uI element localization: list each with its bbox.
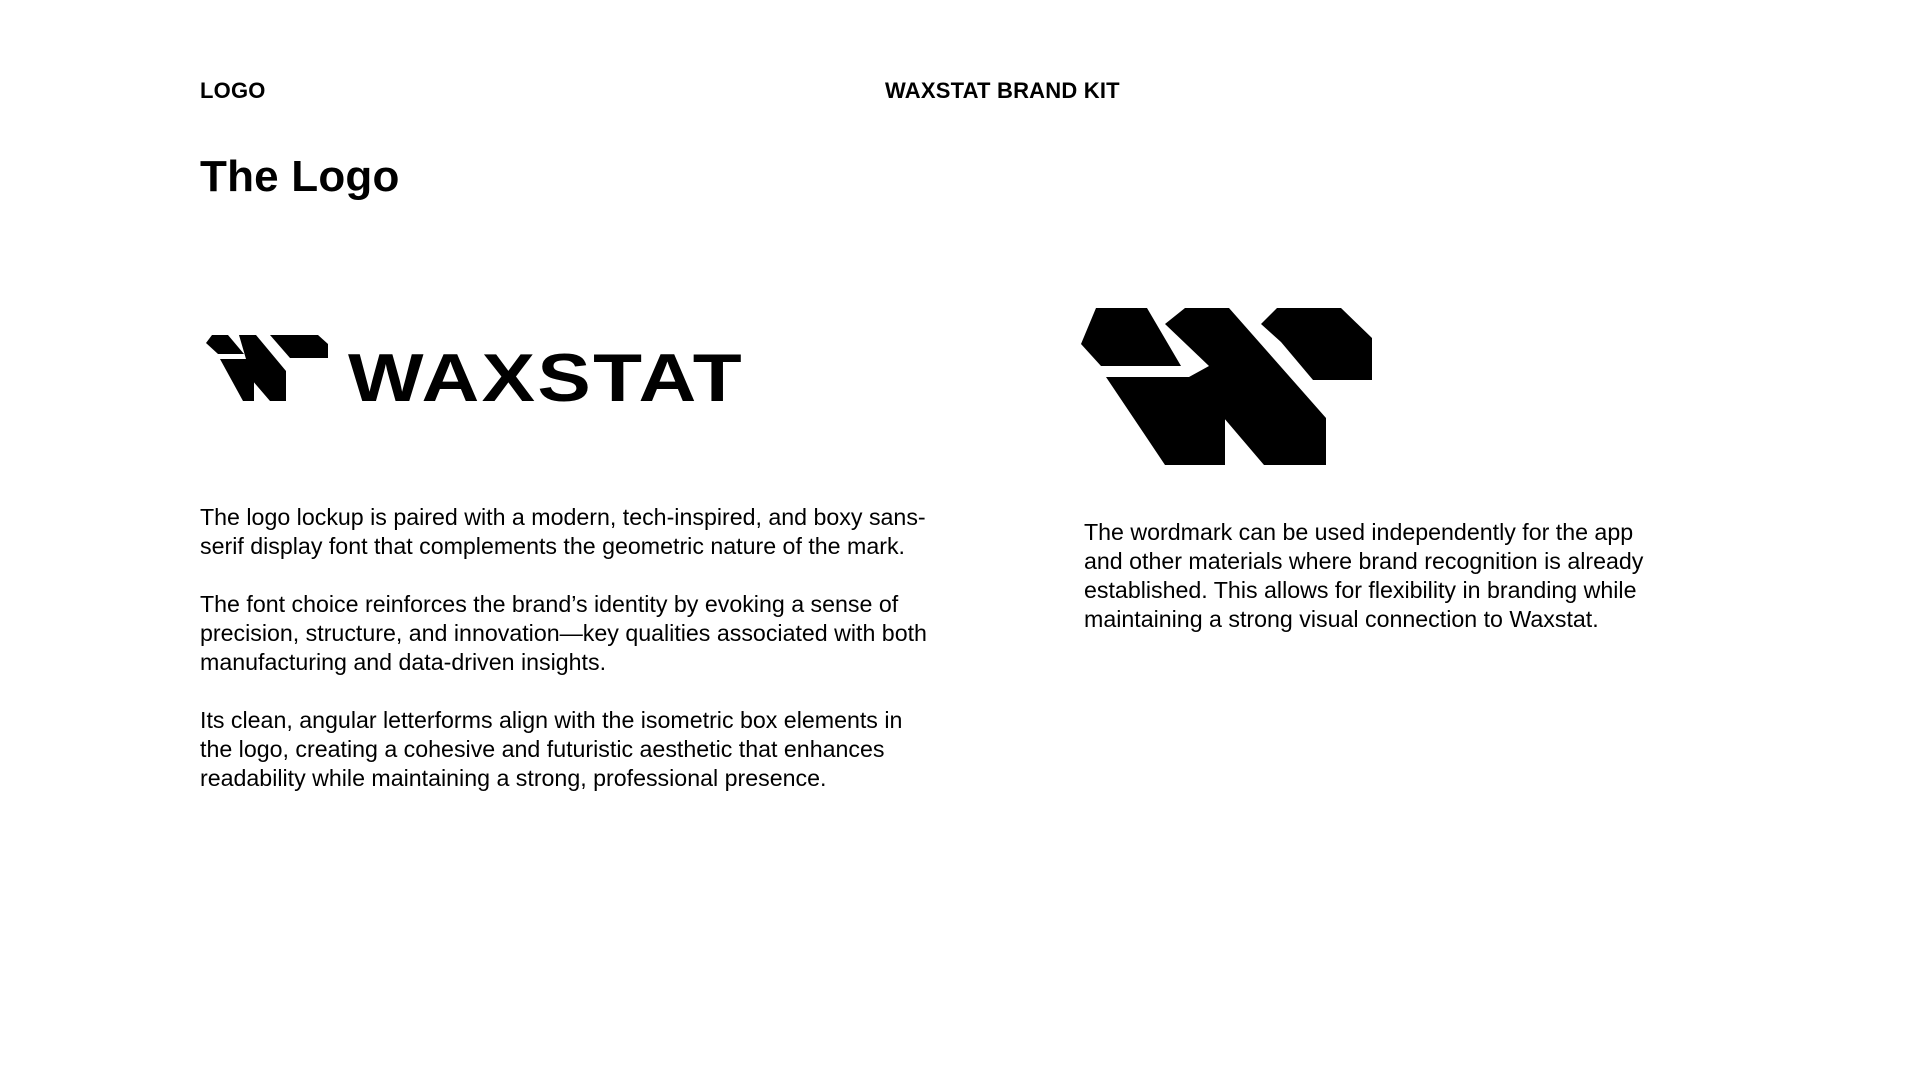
logo-wordmark-text: WAXSTAT <box>348 340 744 405</box>
logo-mark-small <box>206 335 328 401</box>
logo-lockup-graphic <box>206 335 746 405</box>
lockup-paragraph-1: The logo lockup is paired with a modern, tech-inspired, and boxy sans-serif display font that complements the geometric nature of the mark. <box>200 504 926 559</box>
logo-lockup <box>206 335 746 405</box>
wordmark-description <box>1084 518 1644 663</box>
lockup-paragraph-2: The font choice reinforces the brand’s identity by evoking a sense of precision, structure, and innovation—key qualities associated with both manufacturing and data-driven insights. <box>200 591 927 675</box>
logo-mark-large <box>1081 308 1372 465</box>
page-title: The Logo <box>200 152 400 201</box>
wordmark-paragraph-1: The wordmark can be used independently for the app and other materials where brand recognition is already established. This allows for flexibility in branding while maintaining a strong visual connection to Waxstat. <box>1084 519 1644 632</box>
section-label: LOGO <box>200 78 266 103</box>
lockup-description <box>200 503 940 822</box>
logo-mark <box>1081 308 1372 465</box>
brand-kit-title: WAXSTAT BRAND KIT <box>885 78 1120 103</box>
lockup-paragraph-3: Its clean, angular letterforms align with the isometric box elements in the logo, creating a cohesive and futuristic aesthetic that enhances readability while maintaining a strong, professional presence. <box>200 707 903 791</box>
